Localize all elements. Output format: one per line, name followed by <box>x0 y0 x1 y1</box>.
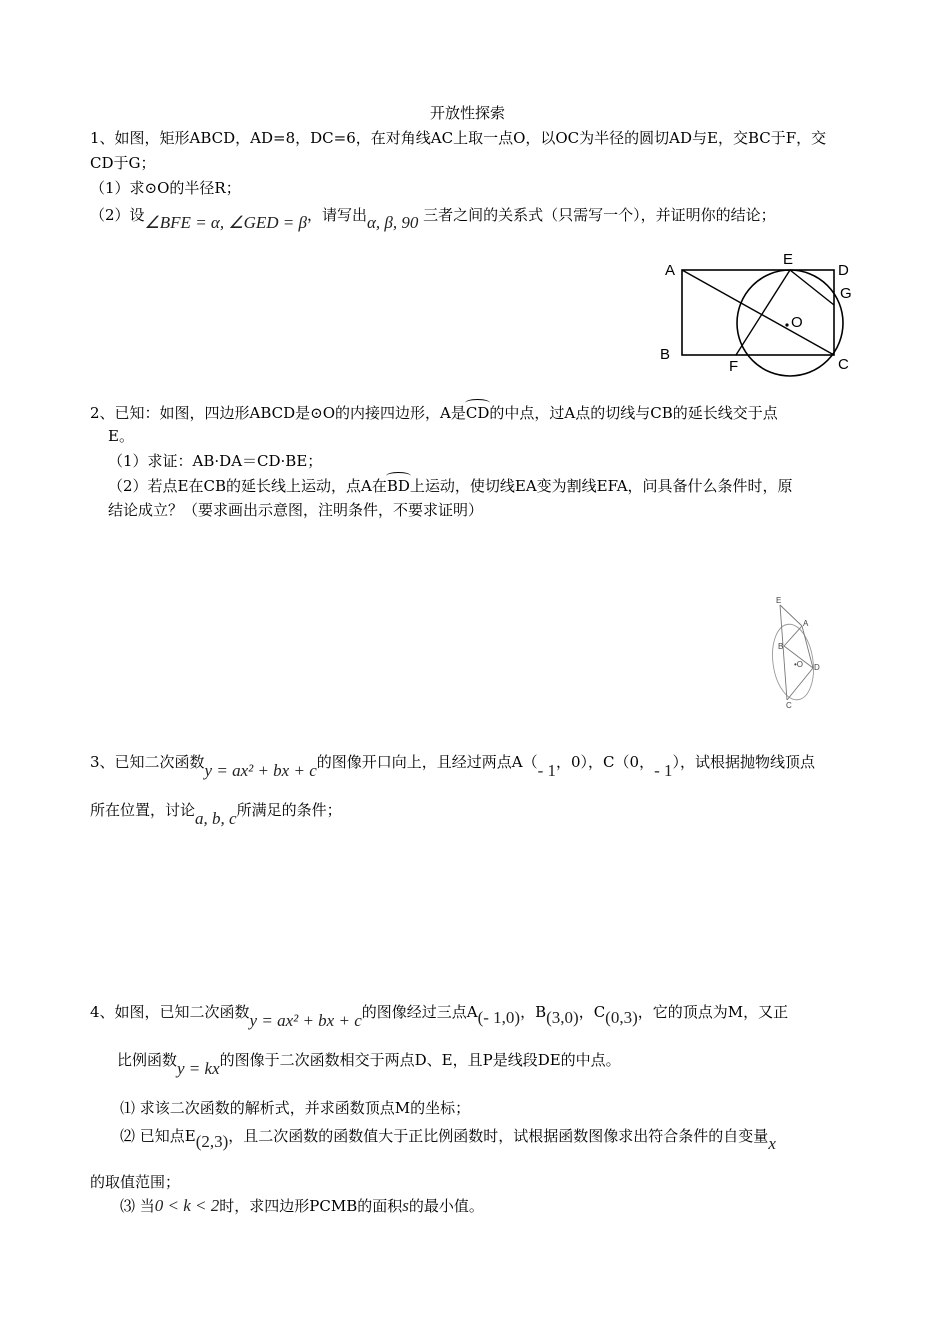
p4-q3-text-a: ⑶ 当 <box>120 1197 155 1215</box>
q2-math-vars: α, β, 90 <box>366 213 419 232</box>
p4-point-b: (3,0) <box>546 1008 579 1027</box>
problem-4-question-3 <box>120 1196 484 1216</box>
p4-q2-text-b: ，且二次函数的函数值大于正比例函数时，试根据函数图像求出符合条件的自变量 <box>228 1127 769 1145</box>
figure-1-rectangle-circle <box>655 245 870 380</box>
problem-1-line-1: 1、如图，矩形ABCD，AD=8，DC=6，在对角线AC上取一点O，以OC为半径的圆切AD与E，交BC于F，交 <box>90 129 827 147</box>
p3-text-e: 所在位置，讨论 <box>90 801 196 819</box>
label-b: B <box>660 346 671 363</box>
p3-value-1: - 1 <box>537 761 557 780</box>
q2-text-b: ，请写出 <box>306 206 367 224</box>
label-o: O <box>791 314 803 331</box>
p4-point-c: (0,3) <box>605 1008 638 1027</box>
p4-q2-text-a: ⑵ 已知点E <box>120 1127 196 1145</box>
problem-1-line-2: CD于G； <box>90 154 156 172</box>
p2-text-a: 2、已知：如图，四边形ABCD是⊙O的内接四边形，A是 <box>90 404 466 422</box>
problem-4-question-1: ⑴ 求该二次函数的解析式，并求函数顶点M的坐标； <box>120 1099 471 1117</box>
label-d-2: D <box>814 663 820 672</box>
circle-o <box>737 270 843 376</box>
figure-2-cyclic-quadrilateral <box>765 590 835 710</box>
problem-1-question-1: （1）求⊙O的半径R； <box>90 179 241 197</box>
problem-4-question-2 <box>120 1126 776 1153</box>
tangent-ea <box>780 605 802 626</box>
p3-value-2: - 1 <box>654 761 673 780</box>
problem-4-line-1 <box>90 1002 789 1030</box>
label-c-2: C <box>786 701 792 710</box>
label-o-2: •O <box>794 660 804 669</box>
p4-q3-text-c: 的最小值。 <box>408 1197 484 1215</box>
p3-text-d: ），试根据抛物线顶点 <box>672 753 816 771</box>
problem-3-line-2 <box>90 800 342 828</box>
label-e: E <box>783 251 794 268</box>
p4-text-c: ，它的顶点为M，又正 <box>637 1003 789 1021</box>
label-e-2: E <box>776 596 782 605</box>
problem-2-question-2 <box>108 476 793 496</box>
p4-point-e: (2,3) <box>195 1132 229 1151</box>
segment-ad <box>802 626 813 668</box>
problem-2-line-1 <box>90 403 778 423</box>
page-title: 开放性探索 <box>430 104 506 122</box>
arc-bd-mark <box>386 472 411 480</box>
segment-dc <box>787 668 813 700</box>
p2-text-b: 的中点，过A点的切线与CB的延长线交于点 <box>489 404 778 422</box>
p4-text-a: 4、如图，已知二次函数 <box>90 1003 250 1021</box>
p3-func: y = ax² + bx + c <box>204 761 317 780</box>
arc-bd-label: BD <box>386 477 410 495</box>
arc-cd <box>466 403 490 423</box>
p4-text-b: 的图像经过三点A <box>361 1003 478 1021</box>
problem-1-question-2 <box>90 205 776 232</box>
arc-cd-mark <box>465 399 491 407</box>
arc-bd <box>387 476 410 496</box>
p2-q2-text-b: 上运动，使切线EA变为割线EFA，问具备什么条件时，原 <box>409 477 793 495</box>
label-d: D <box>838 262 849 279</box>
p3-text-b: 的图像开口向上，且经过两点A（ <box>316 753 538 771</box>
problem-2-question-2-line-2: 结论成立？（要求画出示意图，注明条件，不要求证明） <box>108 501 484 519</box>
circle-o-2 <box>768 622 818 703</box>
q2-math-angles: ∠BFE = α, ∠GED = β <box>144 213 307 232</box>
q2-text-c: 三者之间的关系式（只需写一个），并证明你的结论； <box>423 206 776 224</box>
p2-q2-text-a: （2）若点E在CB的延长线上运动，点A在 <box>108 477 387 495</box>
label-f: F <box>729 358 739 375</box>
q2-text-a: （2）设 <box>90 206 145 224</box>
p3-abc: a, b, c <box>195 809 237 828</box>
label-a: A <box>665 262 676 279</box>
p4-sep-2: ，C <box>578 1003 606 1021</box>
segment-ab <box>784 626 802 646</box>
p4-sep-1: ，B <box>520 1003 547 1021</box>
diagonal-ac <box>682 270 834 355</box>
problem-4-line-2 <box>117 1050 621 1078</box>
problem-2-question-1: （1）求证：AB·DA＝CD·BE； <box>108 452 323 470</box>
p4-var-x: x <box>768 1134 776 1153</box>
p4-range: 0 < k < 2 <box>154 1196 220 1215</box>
p4-point-a: (- 1,0) <box>477 1008 521 1027</box>
line-ec <box>780 605 787 700</box>
p4-func: y = ax² + bx + c <box>249 1011 362 1030</box>
center-o-dot <box>785 323 788 326</box>
p3-text-c: ，0），C（0， <box>556 753 655 771</box>
label-g: G <box>840 285 852 302</box>
p4-q3-text-b: 时，求四边形PCMB的面积 <box>219 1197 403 1215</box>
p4-var-s: s <box>402 1196 409 1215</box>
problem-2-line-2: E。 <box>108 427 134 445</box>
problem-4-question-2-line-2: 的取值范围； <box>90 1173 181 1191</box>
label-c: C <box>838 356 849 373</box>
problem-3-line-1 <box>90 752 816 780</box>
p4-text-e: 的图像于二次函数相交于两点D、E，且P是线段DE的中点。 <box>219 1051 621 1069</box>
p3-text-f: 所满足的条件； <box>236 801 342 819</box>
segment-ef <box>736 270 790 355</box>
p4-text-d: 比例函数 <box>117 1051 178 1069</box>
label-b-2: B <box>778 642 784 651</box>
label-a-2: A <box>803 619 809 628</box>
arc-cd-label: CD <box>465 404 490 422</box>
p4-func-2: y = kx <box>177 1059 220 1078</box>
p3-text-a: 3、已知二次函数 <box>90 753 205 771</box>
